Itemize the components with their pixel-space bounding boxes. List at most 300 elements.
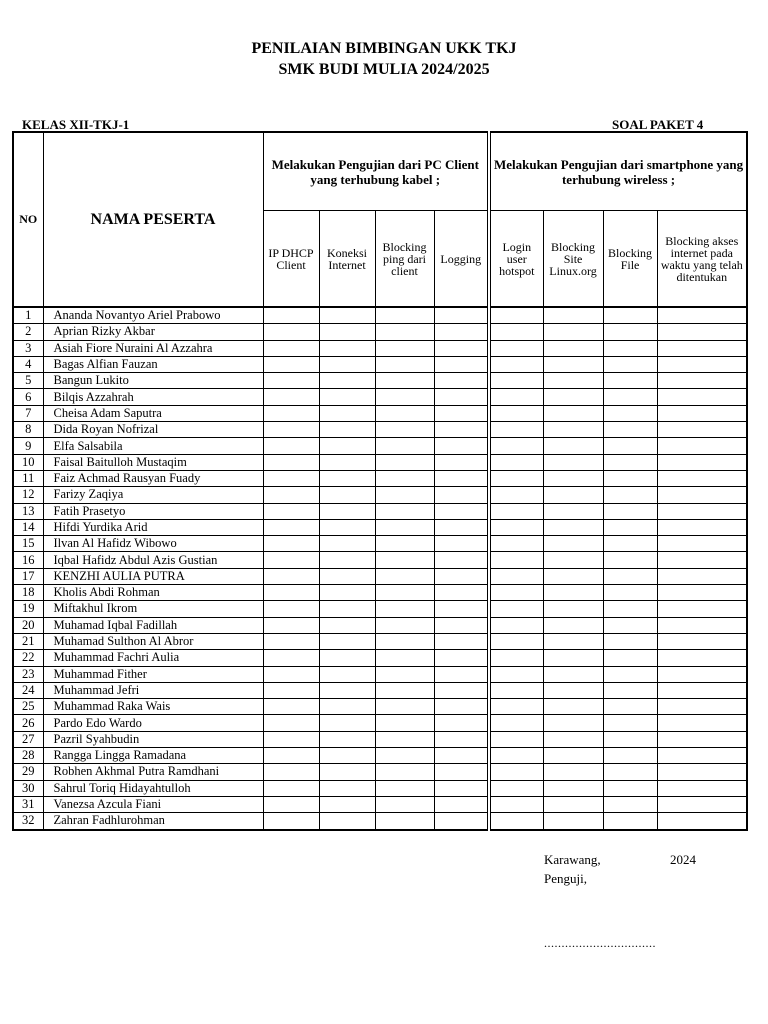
score-cell[interactable] [657, 780, 747, 796]
score-cell[interactable] [603, 682, 657, 698]
row-number: 22 [13, 650, 43, 666]
score-cell[interactable] [263, 438, 319, 454]
signature-year: 2024 [670, 852, 696, 867]
score-cell[interactable] [319, 715, 375, 731]
score-cell[interactable] [543, 454, 603, 470]
score-cell[interactable] [543, 307, 603, 324]
score-cell[interactable] [375, 422, 434, 438]
table-row [13, 650, 747, 666]
score-cell[interactable] [543, 780, 603, 796]
score-cell[interactable] [263, 715, 319, 731]
score-cell[interactable] [657, 715, 747, 731]
score-cell[interactable] [263, 324, 319, 340]
score-cell[interactable] [657, 552, 747, 568]
score-cell[interactable] [319, 682, 375, 698]
score-cell[interactable] [603, 470, 657, 486]
score-cell[interactable] [319, 780, 375, 796]
score-cell[interactable] [263, 617, 319, 633]
score-cell[interactable] [489, 438, 543, 454]
score-cell[interactable] [657, 585, 747, 601]
score-cell[interactable] [434, 748, 489, 764]
score-cell[interactable] [319, 536, 375, 552]
score-cell[interactable] [434, 422, 489, 438]
score-cell[interactable] [543, 699, 603, 715]
score-cell[interactable] [489, 454, 543, 470]
student-name: Kholis Abdi Rohman [43, 585, 263, 601]
score-cell[interactable] [375, 373, 434, 389]
score-cell[interactable] [603, 731, 657, 747]
score-cell[interactable] [319, 519, 375, 535]
score-cell[interactable] [319, 552, 375, 568]
score-cell[interactable] [543, 666, 603, 682]
score-cell[interactable] [489, 731, 543, 747]
score-cell[interactable] [319, 748, 375, 764]
score-cell[interactable] [434, 813, 489, 830]
score-cell[interactable] [603, 715, 657, 731]
score-cell[interactable] [375, 552, 434, 568]
score-cell[interactable] [543, 585, 603, 601]
score-cell[interactable] [543, 731, 603, 747]
score-cell[interactable] [657, 503, 747, 519]
score-cell[interactable] [375, 796, 434, 812]
score-cell[interactable] [657, 764, 747, 780]
score-cell[interactable] [263, 536, 319, 552]
score-cell[interactable] [489, 405, 543, 421]
score-cell[interactable] [319, 568, 375, 584]
student-name: Bagas Alfian Fauzan [43, 356, 263, 372]
score-cell[interactable] [657, 373, 747, 389]
score-cell[interactable] [319, 813, 375, 830]
table-row [13, 568, 747, 584]
score-cell[interactable] [319, 356, 375, 372]
score-cell[interactable] [543, 324, 603, 340]
score-cell[interactable] [489, 470, 543, 486]
score-cell[interactable] [489, 389, 543, 405]
row-number: 10 [13, 454, 43, 470]
score-cell[interactable] [543, 405, 603, 421]
score-cell[interactable] [543, 536, 603, 552]
table-row [13, 699, 747, 715]
score-cell[interactable] [434, 585, 489, 601]
score-cell[interactable] [489, 813, 543, 830]
score-cell[interactable] [319, 454, 375, 470]
score-cell[interactable] [434, 617, 489, 633]
score-cell[interactable] [543, 487, 603, 503]
score-cell[interactable] [375, 536, 434, 552]
row-number: 32 [13, 813, 43, 830]
score-cell[interactable] [603, 585, 657, 601]
score-cell[interactable] [263, 699, 319, 715]
score-cell[interactable] [603, 601, 657, 617]
score-cell[interactable] [263, 307, 319, 324]
score-cell[interactable] [319, 601, 375, 617]
student-name: Cheisa Adam Saputra [43, 405, 263, 421]
score-cell[interactable] [489, 552, 543, 568]
score-cell[interactable] [489, 536, 543, 552]
score-cell[interactable] [319, 666, 375, 682]
score-cell[interactable] [489, 764, 543, 780]
score-cell[interactable] [263, 340, 319, 356]
score-cell[interactable] [603, 552, 657, 568]
score-cell[interactable] [657, 389, 747, 405]
score-cell[interactable] [434, 682, 489, 698]
score-cell[interactable] [489, 633, 543, 649]
score-cell[interactable] [657, 568, 747, 584]
score-cell[interactable] [319, 307, 375, 324]
score-cell[interactable] [263, 356, 319, 372]
score-cell[interactable] [489, 487, 543, 503]
row-number: 12 [13, 487, 43, 503]
score-cell[interactable] [657, 470, 747, 486]
score-cell[interactable] [543, 438, 603, 454]
score-cell[interactable] [489, 324, 543, 340]
score-cell[interactable] [263, 503, 319, 519]
score-cell[interactable] [603, 373, 657, 389]
score-cell[interactable] [319, 340, 375, 356]
score-cell[interactable] [434, 356, 489, 372]
score-cell[interactable] [603, 503, 657, 519]
score-cell[interactable] [375, 617, 434, 633]
score-cell[interactable] [543, 764, 603, 780]
score-cell[interactable] [434, 568, 489, 584]
score-cell[interactable] [375, 731, 434, 747]
score-cell[interactable] [375, 519, 434, 535]
score-cell[interactable] [489, 650, 543, 666]
score-cell[interactable] [434, 601, 489, 617]
score-cell[interactable] [603, 438, 657, 454]
score-cell[interactable] [543, 356, 603, 372]
row-number: 25 [13, 699, 43, 715]
score-cell[interactable] [489, 748, 543, 764]
score-cell[interactable] [543, 340, 603, 356]
score-cell[interactable] [319, 470, 375, 486]
row-number: 15 [13, 536, 43, 552]
student-name: Robhen Akhmal Putra Ramdhani [43, 764, 263, 780]
score-cell[interactable] [375, 438, 434, 454]
score-cell[interactable] [543, 633, 603, 649]
score-cell[interactable] [657, 682, 747, 698]
score-cell[interactable] [489, 519, 543, 535]
score-cell[interactable] [375, 356, 434, 372]
score-cell[interactable] [434, 487, 489, 503]
score-cell[interactable] [657, 487, 747, 503]
score-cell[interactable] [657, 699, 747, 715]
score-cell[interactable] [263, 731, 319, 747]
document-title: PENILAIAN BIMBINGAN UKK TKJ [251, 40, 517, 57]
score-cell[interactable] [603, 454, 657, 470]
score-cell[interactable] [263, 405, 319, 421]
student-name: Faiz Achmad Rausyan Fuady [43, 470, 263, 486]
score-cell[interactable] [263, 748, 319, 764]
row-number: 30 [13, 780, 43, 796]
score-cell[interactable] [657, 324, 747, 340]
score-cell[interactable] [489, 666, 543, 682]
score-cell[interactable] [657, 405, 747, 421]
score-cell[interactable] [657, 601, 747, 617]
row-number: 26 [13, 715, 43, 731]
score-cell[interactable] [603, 650, 657, 666]
score-cell[interactable] [434, 503, 489, 519]
score-cell[interactable] [375, 307, 434, 324]
score-cell[interactable] [434, 536, 489, 552]
table-row [13, 519, 747, 535]
score-cell[interactable] [319, 650, 375, 666]
score-cell[interactable] [263, 633, 319, 649]
score-cell[interactable] [263, 454, 319, 470]
score-cell[interactable] [434, 650, 489, 666]
score-cell[interactable] [375, 650, 434, 666]
score-cell[interactable] [603, 666, 657, 682]
score-cell[interactable] [319, 617, 375, 633]
score-cell[interactable] [603, 487, 657, 503]
score-cell[interactable] [543, 650, 603, 666]
score-cell[interactable] [263, 601, 319, 617]
student-name: Aprian Rizky Akbar [43, 324, 263, 340]
score-cell[interactable] [375, 503, 434, 519]
score-cell[interactable] [657, 356, 747, 372]
score-cell[interactable] [263, 780, 319, 796]
score-cell[interactable] [263, 487, 319, 503]
score-cell[interactable] [603, 422, 657, 438]
score-cell[interactable] [319, 487, 375, 503]
score-cell[interactable] [319, 585, 375, 601]
score-cell[interactable] [603, 536, 657, 552]
score-cell[interactable] [375, 470, 434, 486]
score-cell[interactable] [657, 438, 747, 454]
score-cell[interactable] [543, 748, 603, 764]
score-cell[interactable] [543, 682, 603, 698]
score-cell[interactable] [657, 422, 747, 438]
table-row [13, 764, 747, 780]
row-number: 7 [13, 405, 43, 421]
student-name: Ananda Novantyo Ariel Prabowo [43, 307, 263, 324]
table-row [13, 438, 747, 454]
score-cell[interactable] [603, 748, 657, 764]
score-cell[interactable] [657, 536, 747, 552]
table-row [13, 470, 747, 486]
score-cell[interactable] [375, 340, 434, 356]
score-cell[interactable] [603, 796, 657, 812]
score-cell[interactable] [263, 682, 319, 698]
score-cell[interactable] [543, 568, 603, 584]
score-cell[interactable] [263, 666, 319, 682]
score-cell[interactable] [603, 699, 657, 715]
score-cell[interactable] [657, 633, 747, 649]
score-cell[interactable] [543, 470, 603, 486]
table-row [13, 813, 747, 830]
score-cell[interactable] [434, 454, 489, 470]
score-cell[interactable] [543, 373, 603, 389]
score-cell[interactable] [489, 699, 543, 715]
score-cell[interactable] [319, 796, 375, 812]
student-name: Asiah Fiore Nuraini Al Azzahra [43, 340, 263, 356]
student-name: Muhammad Fachri Aulia [43, 650, 263, 666]
score-cell[interactable] [263, 796, 319, 812]
table-row [13, 356, 747, 372]
score-cell[interactable] [319, 438, 375, 454]
score-cell[interactable] [543, 715, 603, 731]
table-row [13, 585, 747, 601]
score-cell[interactable] [319, 389, 375, 405]
score-cell[interactable] [375, 389, 434, 405]
score-cell[interactable] [375, 813, 434, 830]
score-cell[interactable] [657, 796, 747, 812]
score-cell[interactable] [263, 470, 319, 486]
score-cell[interactable] [375, 585, 434, 601]
score-cell[interactable] [434, 340, 489, 356]
score-cell[interactable] [603, 356, 657, 372]
score-cell[interactable] [657, 519, 747, 535]
score-cell[interactable] [543, 813, 603, 830]
score-cell[interactable] [375, 699, 434, 715]
score-cell[interactable] [489, 568, 543, 584]
score-cell[interactable] [375, 748, 434, 764]
table-row [13, 666, 747, 682]
score-cell[interactable] [603, 568, 657, 584]
score-cell[interactable] [489, 503, 543, 519]
score-cell[interactable] [603, 519, 657, 535]
score-cell[interactable] [489, 715, 543, 731]
score-cell[interactable] [263, 585, 319, 601]
score-cell[interactable] [489, 780, 543, 796]
score-cell[interactable] [434, 666, 489, 682]
score-cell[interactable] [434, 731, 489, 747]
score-cell[interactable] [489, 356, 543, 372]
score-cell[interactable] [319, 422, 375, 438]
score-cell[interactable] [319, 324, 375, 340]
score-cell[interactable] [603, 307, 657, 324]
score-cell[interactable] [603, 633, 657, 649]
table-row [13, 552, 747, 568]
student-name: Dida Royan Nofrizal [43, 422, 263, 438]
score-cell[interactable] [543, 503, 603, 519]
score-cell[interactable] [319, 503, 375, 519]
score-cell[interactable] [375, 324, 434, 340]
score-cell[interactable] [375, 715, 434, 731]
score-cell[interactable] [375, 666, 434, 682]
score-cell[interactable] [434, 633, 489, 649]
score-cell[interactable] [603, 324, 657, 340]
score-cell[interactable] [603, 813, 657, 830]
table-row [13, 324, 747, 340]
score-cell[interactable] [434, 389, 489, 405]
score-cell[interactable] [657, 307, 747, 324]
student-name: Muhamad Sulthon Al Abror [43, 633, 263, 649]
score-cell[interactable] [489, 617, 543, 633]
score-cell[interactable] [543, 389, 603, 405]
score-cell[interactable] [489, 340, 543, 356]
score-cell[interactable] [375, 633, 434, 649]
score-cell[interactable] [263, 373, 319, 389]
header-blocking-site: Blocking Site Linux.org [543, 211, 603, 308]
score-cell[interactable] [375, 682, 434, 698]
score-cell[interactable] [543, 519, 603, 535]
score-cell[interactable] [434, 764, 489, 780]
score-cell[interactable] [489, 601, 543, 617]
score-cell[interactable] [319, 731, 375, 747]
score-cell[interactable] [434, 438, 489, 454]
score-cell[interactable] [434, 552, 489, 568]
score-cell[interactable] [434, 470, 489, 486]
score-cell[interactable] [657, 340, 747, 356]
row-number: 8 [13, 422, 43, 438]
score-cell[interactable] [434, 699, 489, 715]
score-cell[interactable] [543, 601, 603, 617]
score-cell[interactable] [263, 552, 319, 568]
score-cell[interactable] [603, 780, 657, 796]
student-rows [13, 307, 747, 830]
score-cell[interactable] [434, 405, 489, 421]
score-cell[interactable] [489, 422, 543, 438]
score-cell[interactable] [434, 715, 489, 731]
score-cell[interactable] [657, 454, 747, 470]
score-cell[interactable] [434, 796, 489, 812]
score-cell[interactable] [263, 568, 319, 584]
score-cell[interactable] [657, 666, 747, 682]
score-cell[interactable] [657, 650, 747, 666]
score-cell[interactable] [375, 454, 434, 470]
score-cell[interactable] [319, 405, 375, 421]
score-cell[interactable] [263, 813, 319, 830]
score-cell[interactable] [434, 324, 489, 340]
score-cell[interactable] [657, 813, 747, 830]
score-cell[interactable] [543, 552, 603, 568]
table-row [13, 731, 747, 747]
score-cell[interactable] [657, 617, 747, 633]
score-cell[interactable] [489, 373, 543, 389]
score-cell[interactable] [375, 568, 434, 584]
score-cell[interactable] [263, 650, 319, 666]
student-name: Pazril Syahbudin [43, 731, 263, 747]
score-cell[interactable] [263, 389, 319, 405]
score-cell[interactable] [375, 405, 434, 421]
score-cell[interactable] [375, 601, 434, 617]
score-cell[interactable] [319, 764, 375, 780]
score-cell[interactable] [489, 585, 543, 601]
score-cell[interactable] [375, 780, 434, 796]
score-cell[interactable] [434, 307, 489, 324]
score-cell[interactable] [434, 519, 489, 535]
score-cell[interactable] [603, 405, 657, 421]
score-cell[interactable] [657, 731, 747, 747]
score-cell[interactable] [489, 682, 543, 698]
score-cell[interactable] [603, 340, 657, 356]
score-cell[interactable] [543, 796, 603, 812]
student-name: Hifdi Yurdika Arid [43, 519, 263, 535]
row-number: 11 [13, 470, 43, 486]
score-cell[interactable] [434, 373, 489, 389]
score-cell[interactable] [543, 617, 603, 633]
score-cell[interactable] [319, 699, 375, 715]
score-cell[interactable] [375, 764, 434, 780]
score-cell[interactable] [319, 373, 375, 389]
score-cell[interactable] [434, 780, 489, 796]
score-cell[interactable] [375, 487, 434, 503]
score-cell[interactable] [263, 422, 319, 438]
score-cell[interactable] [319, 633, 375, 649]
student-name: Muhammad Raka Wais [43, 699, 263, 715]
score-cell[interactable] [263, 519, 319, 535]
score-cell[interactable] [603, 389, 657, 405]
row-number: 14 [13, 519, 43, 535]
score-cell[interactable] [489, 307, 543, 324]
score-cell[interactable] [657, 748, 747, 764]
score-cell[interactable] [543, 422, 603, 438]
score-cell[interactable] [263, 764, 319, 780]
score-cell[interactable] [603, 764, 657, 780]
score-cell[interactable] [489, 796, 543, 812]
score-cell[interactable] [603, 617, 657, 633]
